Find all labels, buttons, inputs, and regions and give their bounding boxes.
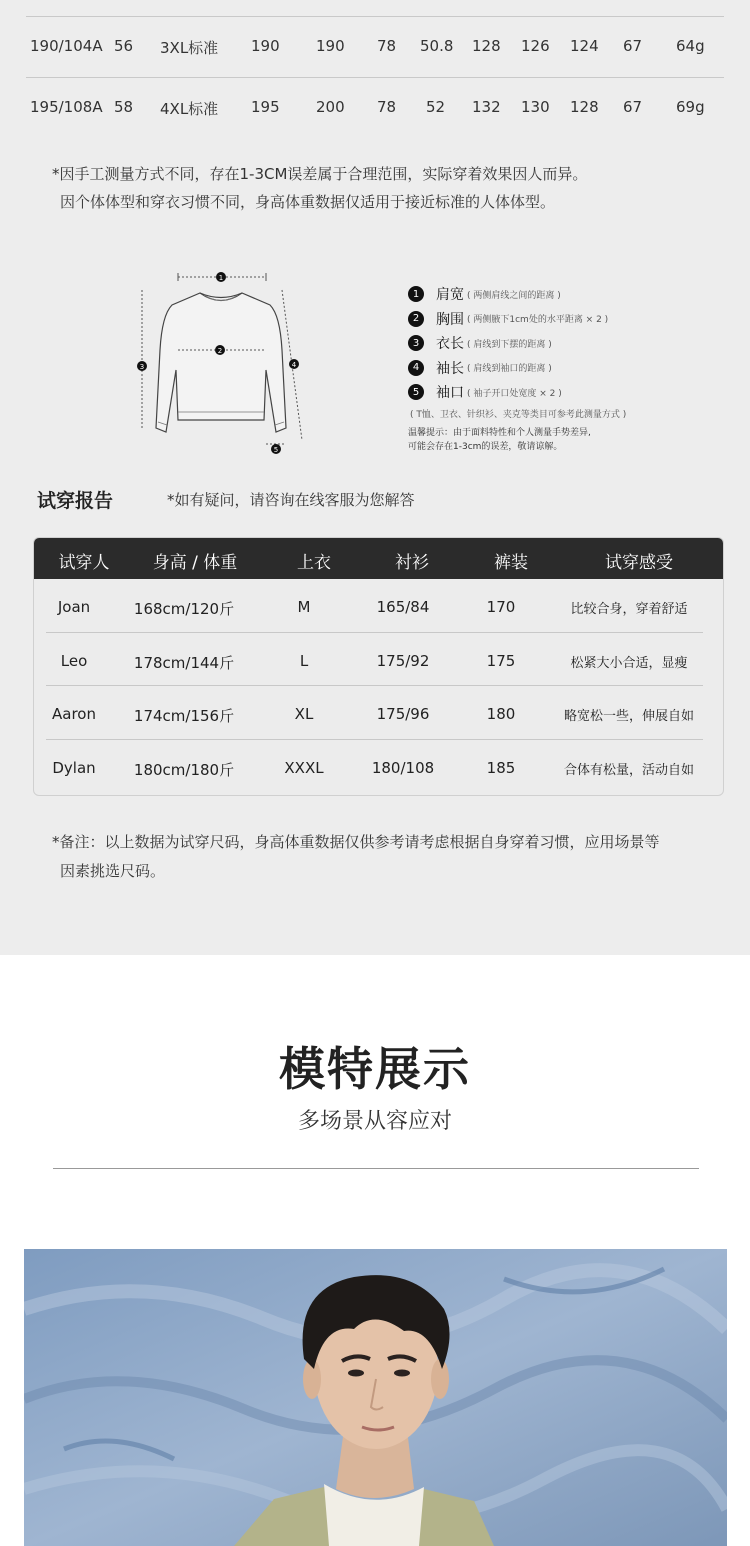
size-cell: 200 — [316, 98, 345, 116]
legend-desc: ( 两侧肩线之间的距离 ) — [467, 290, 561, 301]
cell-height-weight: 174cm/156斤 — [133, 707, 235, 725]
trial-footnote — [52, 828, 660, 886]
cell-feeling: 略宽松一些，伸展自如 — [563, 709, 695, 724]
legend-desc: ( 肩线到袖口的距离 ) — [467, 364, 552, 375]
size-cell: 56 — [114, 37, 134, 55]
table-row — [34, 633, 723, 687]
column-header: 试穿感受 — [605, 553, 673, 573]
cell-top: M — [297, 598, 311, 616]
column-header: 上衣 — [297, 553, 331, 573]
tip-line: 可能会存在1-3cm的误差，敬请谅解。 — [408, 441, 563, 452]
cell-feeling: 合体有松量，活动自如 — [563, 762, 695, 778]
cell-shirt: 180/108 — [371, 758, 435, 777]
size-table — [26, 16, 724, 138]
column-header: 裤装 — [494, 553, 528, 573]
tip-line: 温馨提示：由于面料特性和个人测量手势差异, — [408, 427, 591, 438]
measurement-legend — [408, 282, 738, 454]
cell-height-weight: 180cm/180斤 — [133, 760, 235, 779]
cell-pants: 175 — [486, 651, 516, 670]
table-row — [34, 740, 723, 794]
size-cell: 50.8 — [420, 37, 454, 55]
note-line: *因手工测量方式不同，存在1-3CM误差属于合理范围，实际穿着效果因人而异。 — [52, 165, 588, 183]
legend-desc: ( 两侧腋下1cm处的水平距离 × 2 ) — [467, 315, 609, 326]
svg-text:1: 1 — [218, 274, 224, 282]
section-divider — [53, 1168, 699, 1169]
cell-feeling: 松紧大小合适，显瘦 — [570, 655, 688, 671]
cell-name: Joan — [57, 598, 91, 616]
model-section-title: 模特展示 — [279, 1042, 471, 1096]
size-row — [26, 16, 724, 77]
legend-item — [408, 331, 738, 356]
table-row — [34, 686, 723, 740]
size-cell: 195 — [251, 98, 280, 116]
size-row — [26, 77, 724, 138]
cell-top: XXXL — [284, 758, 324, 777]
size-cell: 190 — [316, 37, 345, 55]
column-header: 身高 / 体重 — [152, 553, 238, 573]
legend-item — [408, 282, 738, 307]
legend-name: 胸围 — [436, 311, 464, 328]
legend-item — [408, 356, 738, 381]
column-header: 衬衫 — [395, 553, 429, 573]
cell-name: Leo — [60, 651, 88, 670]
cell-top: L — [299, 651, 309, 670]
legend-desc: ( 肩线到下摆的距离 ) — [467, 339, 552, 350]
legend-item — [408, 307, 738, 332]
legend-name: 衣长 — [436, 336, 464, 353]
model-section-subtitle: 多场景从容应对 — [297, 1109, 452, 1134]
legend-number-badge: 4 — [408, 360, 424, 376]
cell-shirt: 175/96 — [376, 705, 430, 723]
size-cell: 190/104A — [30, 37, 103, 55]
trial-table-header — [34, 538, 723, 579]
cell-pants: 185 — [486, 758, 516, 777]
size-cell: 58 — [114, 98, 134, 116]
cell-name: Aaron — [52, 705, 96, 723]
svg-text:5: 5 — [273, 446, 279, 454]
legend-item — [408, 380, 738, 405]
size-cell: 128 — [570, 98, 599, 116]
measurement-note — [52, 160, 587, 216]
cell-height-weight: 168cm/120斤 — [133, 600, 235, 618]
cell-feeling: 比较合身，穿着舒适 — [570, 602, 688, 617]
sweater-measurement-diagram — [130, 260, 310, 460]
cell-name: Dylan — [52, 758, 96, 777]
table-row — [34, 579, 723, 633]
size-cell: 78 — [377, 98, 397, 116]
legend-name: 袖长 — [436, 360, 464, 377]
cell-pants: 170 — [486, 598, 516, 616]
size-cell: 78 — [377, 37, 397, 55]
size-cell: 67 — [623, 98, 643, 116]
size-cell: 124 — [570, 37, 599, 55]
cell-height-weight: 178cm/144斤 — [133, 653, 235, 672]
trial-report-table — [33, 537, 724, 796]
note-line: *备注：以上数据为试穿尺码，身高体重数据仅供参考请考虑根据自身穿着习惯，应用场景等 — [52, 833, 660, 851]
trial-report-note: *如有疑问，请咨询在线客服为您解答 — [167, 491, 415, 509]
size-cell: 64g — [676, 37, 705, 55]
cell-shirt: 165/84 — [376, 598, 430, 616]
trial-report-title: 试穿报告 — [37, 490, 114, 512]
legend-number-badge: 2 — [408, 311, 424, 327]
note-line: 因个体体型和穿衣习惯不同，身高体重数据仅适用于接近标准的人体体型。 — [60, 193, 556, 211]
model-photo — [24, 1249, 727, 1546]
svg-text:4: 4 — [291, 361, 297, 369]
svg-text:3: 3 — [139, 363, 145, 371]
size-cell: 67 — [623, 37, 643, 55]
size-cell: 130 — [521, 98, 550, 116]
size-cell: 69g — [676, 98, 705, 116]
cell-top: XL — [294, 705, 314, 723]
legend-number-badge: 5 — [408, 384, 424, 400]
cell-pants: 180 — [486, 705, 516, 723]
legend-name: 肩宽 — [436, 287, 464, 304]
size-cell: 195/108A — [30, 98, 103, 116]
note-line: 因素挑选尺码。 — [60, 862, 166, 880]
cell-shirt: 175/92 — [376, 651, 430, 670]
size-cell: 126 — [521, 37, 550, 55]
model-photo-illustration — [24, 1249, 727, 1546]
svg-text:2: 2 — [217, 347, 223, 355]
legend-name: 袖口 — [436, 385, 464, 402]
legend-tip — [408, 426, 738, 454]
size-cell: 128 — [472, 37, 501, 55]
legend-number-badge: 1 — [408, 286, 424, 302]
size-cell: 4XL标准 — [160, 100, 219, 118]
size-cell: 190 — [251, 37, 280, 55]
legend-desc: ( 袖子开口处宽度 × 2 ) — [467, 388, 562, 399]
size-cell: 52 — [426, 98, 446, 116]
column-header: 试穿人 — [58, 553, 110, 573]
size-cell: 132 — [472, 98, 501, 116]
size-cell: 3XL标准 — [160, 39, 219, 57]
legend-extra-note: ( T恤、卫衣、针织衫、夹克等类目可参考此测量方式 ) — [410, 409, 627, 420]
legend-number-badge: 3 — [408, 335, 424, 351]
